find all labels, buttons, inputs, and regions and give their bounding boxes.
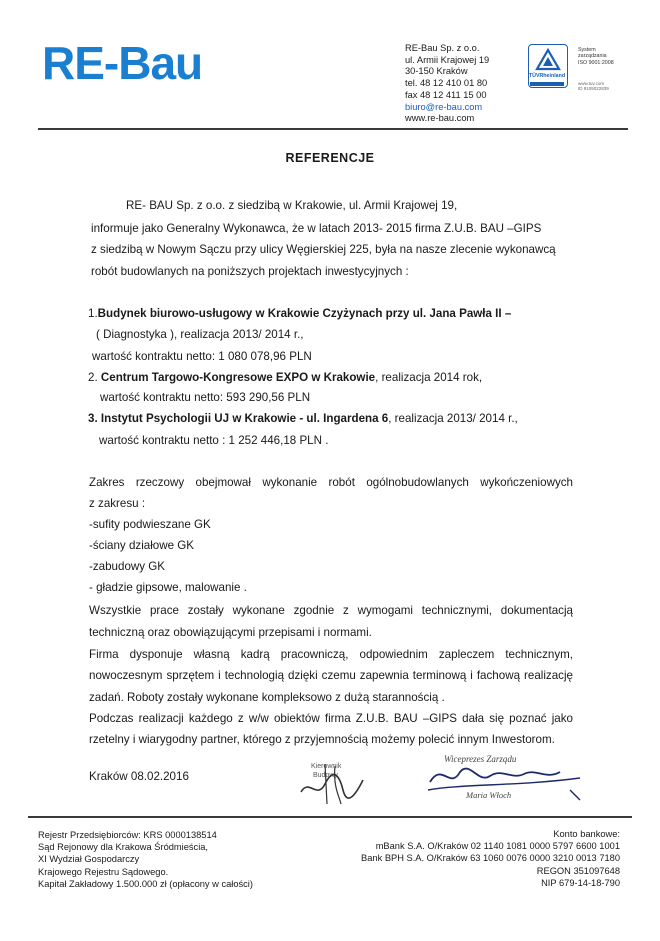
document-title: REFERENCJE — [285, 151, 375, 165]
footer-line: mBank S.A. O/Kraków 02 1140 1081 0000 5797 6600 1001 — [375, 841, 620, 852]
scope-line: z zakresu : — [89, 497, 146, 510]
project-number: 2. — [88, 371, 98, 384]
project-item — [88, 371, 482, 385]
company-logo: RE-Bau — [42, 37, 203, 89]
scope-item: -sufity podwieszane GK — [89, 518, 211, 531]
stamp-scribble — [295, 756, 367, 808]
scope-line: Zakres rzeczowy obejmował wykonanie robót ogólnobudowlanych wykończeniowych — [89, 476, 573, 489]
company-name: RE-Bau Sp. z o.o. — [405, 43, 480, 53]
summary-line: rzetelny i wiarygodny partner, którego z przyjemnością możemy polecić innym Inwestorom. — [89, 733, 555, 746]
cert-label: TÜVRheinland — [528, 73, 566, 79]
stamp-text: Budowy — [313, 772, 338, 779]
fax-number: fax 48 12 411 15 00 — [405, 89, 487, 100]
header-divider — [38, 128, 628, 130]
cert-side-text — [578, 47, 614, 66]
summary-line: Podczas realizacji każdego z w/w obiektów firma Z.U.B. BAU –GIPS dała się poznać jako — [89, 712, 573, 725]
project-number: 3. — [88, 412, 98, 425]
intro-line: informuje jako Generalny Wykonawca, że w latach 2013- 2015 firma Z.U.B. BAU –GIPS — [91, 222, 542, 235]
project-name: Centrum Targowo-Kongresowe EXPO w Krakowie — [100, 371, 376, 384]
address-city: 30-150 Kraków — [405, 66, 468, 77]
intro-line: RE- BAU Sp. z o.o. z siedzibą w Krakowie, ul. Armii Krajowej 19, — [126, 199, 458, 212]
phone-number: tel. 48 12 410 01 80 — [405, 78, 488, 89]
footer-registration — [38, 829, 253, 890]
project-value: wartość kontraktu netto: 1 080 078,96 PLN — [92, 350, 312, 363]
cert-side-line: ISO 9001:2008 — [578, 59, 614, 66]
footer-line: Kapitał Zakładowy 1.500.000 zł (opłacony w całości) — [38, 878, 253, 889]
scope-item: -ściany działowe GK — [89, 539, 195, 552]
summary-line: Firma dysponuje własną kadrą pracowniczą, odpowiednim zapleczem technicznym, — [89, 648, 573, 661]
project-name: Instytut Psychologii UJ w Krakowie - ul. Ingardena 6 — [100, 412, 389, 425]
summary-line: nowoczesnym sprzętem i technologią dzięki czemu zapewnia terminową i fachową realizację — [89, 669, 573, 682]
intro-line: z siedzibą w Nowym Sączu przy ulicy Węgierskiej 225, była na nasze zlecenie wykonawcą — [91, 243, 556, 256]
cert-small-line: ID 9105022839 — [578, 86, 609, 91]
cert-side-small — [578, 81, 609, 91]
footer-line: XI Wydział Gospodarczy — [38, 854, 140, 865]
summary-line: Wszystkie prace zostały wykonane zgodnie z wymogami technicznymi, dokumentacją — [89, 604, 573, 617]
stamp-text: Kierownik — [311, 763, 342, 770]
summary-line: zadań. Roboty zostały wykonane kompleksowo z dużą starannością . — [89, 691, 445, 704]
website-link[interactable]: www.re-bau.com — [405, 113, 475, 124]
footer-line: Bank BPH S.A. O/Kraków 63 1060 0076 0000 3210 0013 7180 — [361, 853, 620, 864]
signature-scribble — [420, 750, 595, 808]
footer-line: Rejestr Przedsiębiorców: KRS 0000138514 — [38, 830, 217, 840]
project-name: Budynek biurowo-usługowy w Krakowie Czyżynach przy ul. Jana Pawła II – — [97, 307, 512, 320]
project-item — [88, 412, 518, 426]
project-value: wartość kontraktu netto: 593 290,56 PLN — [100, 391, 311, 404]
cert-band — [530, 82, 564, 86]
project-detail: , realizacja 2014 rok, — [375, 371, 483, 384]
date-place: Kraków 08.02.2016 — [89, 770, 189, 783]
cert-side-line: zarządzania — [578, 53, 607, 60]
email-link[interactable]: biuro@re-bau.com — [405, 101, 483, 112]
footer-line: Krajowego Rejestru Sądowego. — [38, 866, 169, 877]
scope-item: - gładzie gipsowe, malowanie . — [89, 581, 247, 594]
footer-line: REGON 351097648 — [536, 865, 620, 876]
project-item — [88, 307, 511, 321]
summary-line: techniczną oraz obowiązującymi przepisami i normami. — [89, 626, 372, 639]
cert-side-line: System — [578, 47, 596, 53]
company-address — [405, 43, 489, 125]
intro-line: robót budowlanych na poniższych projektach inwestycyjnych : — [91, 265, 409, 278]
tuv-certification-badge — [522, 44, 614, 94]
address-street: ul. Armii Krajowej 19 — [405, 54, 490, 65]
signature-title: Wiceprezes Zarządu — [444, 754, 517, 764]
footer-line: NIP 679-14-18-790 — [541, 877, 620, 888]
footer-bank — [361, 828, 620, 889]
footer-line: Konto bankowe: — [553, 829, 620, 839]
vice-president-signature — [420, 750, 595, 808]
project-detail: ( Diagnostyka ), realizacja 2013/ 2014 r., — [96, 328, 304, 341]
project-value: wartość kontraktu netto : 1 252 446,18 PLN . — [99, 434, 329, 447]
project-detail: , realizacja 2013/ 2014 r., — [388, 412, 518, 425]
project-number: 1. — [88, 307, 98, 320]
signature-name: Maria Włoch — [466, 790, 512, 800]
footer-divider — [28, 816, 632, 818]
scope-item: -zabudowy GK — [89, 560, 166, 573]
cert-small-line: www.tuv.com — [578, 81, 605, 86]
manager-stamp-signature — [295, 756, 367, 808]
footer-line: Sąd Rejonowy dla Krakowa Śródmieścia, — [38, 842, 209, 853]
